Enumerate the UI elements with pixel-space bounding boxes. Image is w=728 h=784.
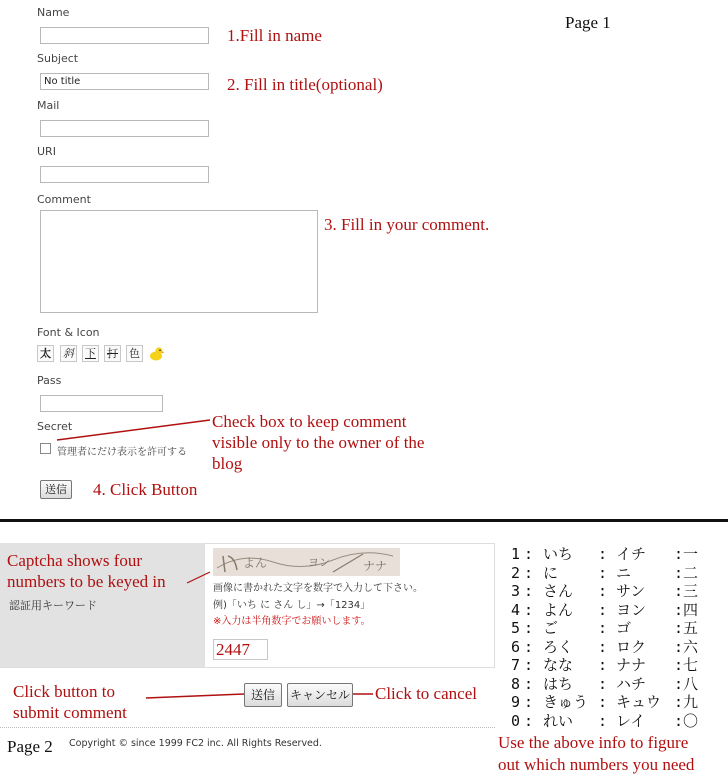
subject-label: Subject [37,52,79,65]
note-captcha-1: Captcha shows four [7,551,143,570]
number-table-row [511,656,726,675]
number-table-row [511,564,726,583]
separator-colon: : [674,656,684,674]
number-hiragana: よん [543,600,574,619]
number-kanji: 五 [683,619,699,637]
number-kanji: 九 [683,693,699,711]
captcha-warning: ※入力は半角数字でお願いします。 [213,616,371,627]
separator-colon: : [524,619,534,637]
number-katakana: サン [616,582,646,600]
row-divider [0,667,495,668]
page-1-label: Page 1 [565,13,611,32]
number-digit: 5 [511,619,521,637]
number-digit: 3 [511,582,521,600]
note-submit-2: submit comment [13,703,127,722]
cancel-button[interactable]: キャンセル [287,683,353,707]
separator-colon: : [524,600,534,619]
separator-colon: : [524,711,534,730]
number-katakana: ロク [616,637,647,656]
separator-colon: : [674,693,684,711]
separator-colon: : [524,656,534,674]
separator-colon: : [598,637,608,656]
separator-colon: : [598,600,608,619]
number-katakana: ヨン [616,600,647,619]
separator-colon: : [524,693,534,711]
number-kanji: 八 [683,674,699,693]
number-katakana: レイ [616,711,646,730]
separator-colon: : [674,637,684,656]
svg-text:ヨン: ヨン [308,556,330,569]
uri-label: URI [37,145,56,158]
separator-colon: : [524,582,534,600]
note-captcha-2: numbers to be keyed in [7,572,166,591]
copyright-text: Copyright © since 1999 FC2 inc. All Rights Reserved. [69,738,322,749]
note-checkbox-1: Check box to keep comment [212,412,407,431]
number-kanji: 二 [683,563,699,582]
number-table-row [511,638,726,657]
note-info-1: Use the above info to figure [498,733,689,752]
number-hiragana: きゅう [543,693,589,711]
number-kanji: 六 [683,637,699,656]
number-digit: 6 [511,637,521,656]
number-katakana: ハチ [616,674,647,693]
number-digit: 0 [511,711,521,730]
page-2-label: Page 2 [7,737,53,756]
number-kanji: 四 [683,600,699,619]
number-hiragana: ご [543,619,559,637]
separator-colon: : [598,619,608,637]
number-kanji: 七 [683,656,699,674]
separator-colon: : [674,711,684,730]
separator-colon: : [598,563,608,582]
svg-text:ナナ: ナナ [363,559,388,573]
separator-colon: : [598,711,608,730]
captcha-image [213,548,400,576]
number-table [511,545,726,730]
number-hiragana: れい [543,711,574,730]
number-hiragana: はち [543,674,574,693]
captcha-instruction-2: 例)「いち に さん し」→「1234」 [213,600,371,611]
note-cancel: Click to cancel [375,684,477,703]
strike-button[interactable]: 打 [104,345,121,362]
separator-colon: : [598,545,608,563]
separator-colon: : [598,582,608,600]
note-fill-name: 1.Fill in name [227,26,322,45]
font-icon-label: Font & Icon [37,326,100,339]
italic-button[interactable]: 斜 [60,345,77,362]
separator-colon: : [598,656,608,674]
separator-colon: : [524,563,534,582]
number-digit: 8 [511,674,521,693]
separator-colon: : [524,637,534,656]
comment-label: Comment [37,193,91,206]
separator-colon: : [598,674,608,693]
number-table-row [511,693,726,712]
submit-button[interactable]: 送信 [244,683,282,707]
number-table-row [511,619,726,638]
footer-divider [0,727,495,729]
number-table-row [511,582,726,601]
note-fill-comment: 3. Fill in your comment. [324,215,490,234]
separator-colon: : [674,674,684,693]
number-digit: 4 [511,600,521,619]
number-kanji: 一 [683,545,699,563]
separator-colon: : [674,545,684,563]
separator-colon: : [674,600,684,619]
captcha-field-label: 認証用キーワード [9,599,97,612]
send-button[interactable]: 送信 [40,480,72,499]
separator-colon: : [674,619,684,637]
secret-checkbox-label: 管理者にだけ表示を許可する [57,447,187,458]
number-digit: 9 [511,693,521,711]
separator-colon: : [598,693,608,711]
number-hiragana: いち [543,545,574,563]
color-button[interactable]: 色 [126,345,143,362]
note-checkbox-3: blog [212,454,243,473]
captcha-input[interactable]: 2447 [213,639,268,660]
note-click-button: 4. Click Button [93,480,198,499]
mail-label: Mail [37,99,60,112]
number-hiragana: に [543,563,559,582]
number-hiragana: さん [543,582,574,600]
separator-colon: : [524,674,534,693]
number-katakana: ニ [616,563,632,582]
number-table-row [511,712,726,731]
number-digit: 2 [511,563,521,582]
captcha-instruction-1: 画像に書かれた文字を数字で入力して下さい。 [213,583,423,594]
number-kanji: 〇 [683,711,699,730]
number-katakana: ナナ [616,656,647,674]
pass-label: Pass [37,374,62,387]
note-checkbox-2: visible only to the owner of the [212,433,425,452]
number-digit: 7 [511,656,521,674]
number-table-row [511,601,726,620]
note-fill-title: 2. Fill in title(optional) [227,75,383,94]
note-submit-1: Click button to [13,682,115,701]
number-table-row [511,675,726,694]
number-hiragana: ろく [543,637,574,656]
number-hiragana: なな [543,656,574,674]
name-label: Name [37,6,70,19]
number-table-row [511,545,726,564]
number-katakana: イチ [616,545,647,563]
underline-button[interactable]: 下 [82,345,99,362]
number-katakana: ゴ [616,619,632,637]
secret-label: Secret [37,420,73,433]
separator-colon: : [524,545,534,563]
svg-text:よん: よん [243,556,268,570]
separator-colon: : [674,582,684,600]
number-katakana: キュウ [616,693,662,711]
number-kanji: 三 [683,582,699,600]
separator-colon: : [674,563,684,582]
bold-button[interactable]: 太 [37,345,54,362]
number-digit: 1 [511,545,521,563]
note-info-2: out which numbers you need [498,755,695,774]
